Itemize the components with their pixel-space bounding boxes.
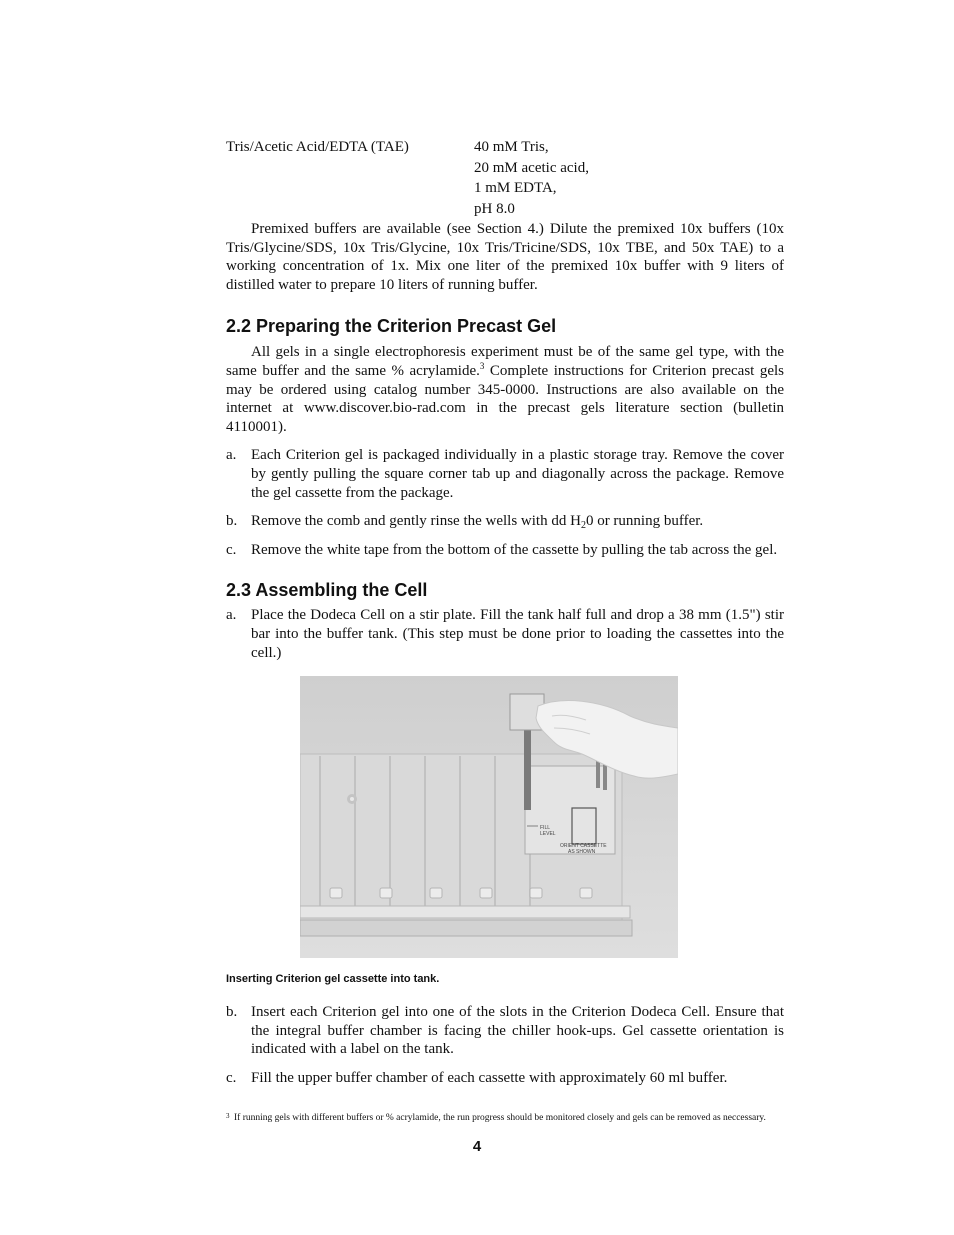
buffer-table-row <box>226 137 784 220</box>
composition-line: 20 mM acetic acid, <box>474 159 589 176</box>
subscript: 2 <box>580 520 586 532</box>
step-label: c. <box>226 1069 237 1086</box>
composition-line: 40 mM Tris, <box>474 139 549 155</box>
step-label: b. <box>226 513 238 530</box>
section-2-2-heading: 2.2 Preparing the Criterion Precast Gel <box>226 316 557 337</box>
step-text: Insert each Criterion gel into one of the slots in the Criterion Dodeca Cell. Ensure that the integral buffer chamber is facing the chiller hook-ups. Gel cassette orientation is indicated with a label on the tank. <box>251 1004 784 1058</box>
intro-text: Complete instructions for Criterion precast gels may be ordered using catalog number 345-0000. Instructions are also available on the internet at www.discover.bio-rad.com in the precast gels literature section (bulletin 4110001). <box>226 362 785 435</box>
cassette-photo-illustration <box>300 676 678 958</box>
step-text: Remove the comb and gently rinse the wells with dd H <box>251 513 581 530</box>
step-2-3-b <box>226 1003 784 1059</box>
cassette-photo <box>300 676 678 958</box>
step-2-3-c <box>226 1069 784 1088</box>
composition-line: pH 8.0 <box>474 200 515 217</box>
step-text: 0 or running buffer. <box>585 513 704 530</box>
premixed-buffers-paragraph: Premixed buffers are available (see Section 4.) Dilute the premixed 10x buffers (10x Tris/Glycine/SDS, 10x Tris/Glycine, 10x Tris/Tricine/SDS, 10x TBE, and 50x TAE) to a working concentration of 1x. Mix one liter of the premixed 10x buffer with 9 liters of distilled water to prepare 10 liters of running buffer. <box>226 221 784 293</box>
step-text: Each Criterion gel is packaged individually in a plastic storage tray. Remove the cover by gently pulling the square corner tab up and diagonally across the package. Remove the gel cassette from the package. <box>251 447 784 501</box>
step-label: a. <box>226 447 237 464</box>
step-2-3-a <box>226 606 784 662</box>
buffer-composition <box>474 137 589 219</box>
figure-label-orient: ORIENT CASSETTE <box>560 843 607 850</box>
step-text: Place the Dodeca Cell on a stir plate. Fill the tank half full and drop a 38 mm (1.5") stir bar into the buffer tank. (This step must be done prior to loading the cassettes into the cell.) <box>251 607 784 661</box>
section-2-3-heading: 2.3 Assembling the Cell <box>226 580 428 601</box>
step-2-2-a <box>226 446 784 502</box>
figure-label-level: LEVEL <box>540 831 556 838</box>
figure-label-orient-2: AS SHOWN <box>568 849 596 856</box>
section-2-2-intro <box>226 343 784 436</box>
footnote-mark: 3 <box>226 1112 230 1121</box>
step-label: a. <box>226 607 237 624</box>
figure-caption: Inserting Criterion gel cassette into tank. <box>226 973 440 986</box>
intro-text: All gels in a single electrophoresis experiment must be of the same gel type, with the same buffer and the same % acrylamide. <box>226 344 784 379</box>
page-content <box>226 137 784 1125</box>
composition-line: 1 mM EDTA, <box>474 180 557 196</box>
step-text: Remove the white tape from the bottom of the cassette by pulling the tab across the gel. <box>251 541 778 558</box>
step-label: b. <box>226 1004 238 1021</box>
step-text: Fill the upper buffer chamber of each cassette with approximately 60 ml buffer. <box>251 1069 728 1086</box>
footnote-text: If running gels with different buffers or % acrylamide, the run progress should be monitored closely and gels can be removed as neccessary. <box>234 1113 766 1124</box>
step-label: c. <box>226 541 237 558</box>
step-2-2-b <box>226 512 784 531</box>
buffer-name: Tris/Acetic Acid/EDTA (TAE) <box>226 139 409 155</box>
figure-label-fill: FILL <box>540 825 551 832</box>
step-2-2-c <box>226 541 784 560</box>
footnote-ref: 3 <box>479 360 485 371</box>
footnote <box>226 1111 784 1125</box>
page-number: 4 <box>472 1138 482 1155</box>
